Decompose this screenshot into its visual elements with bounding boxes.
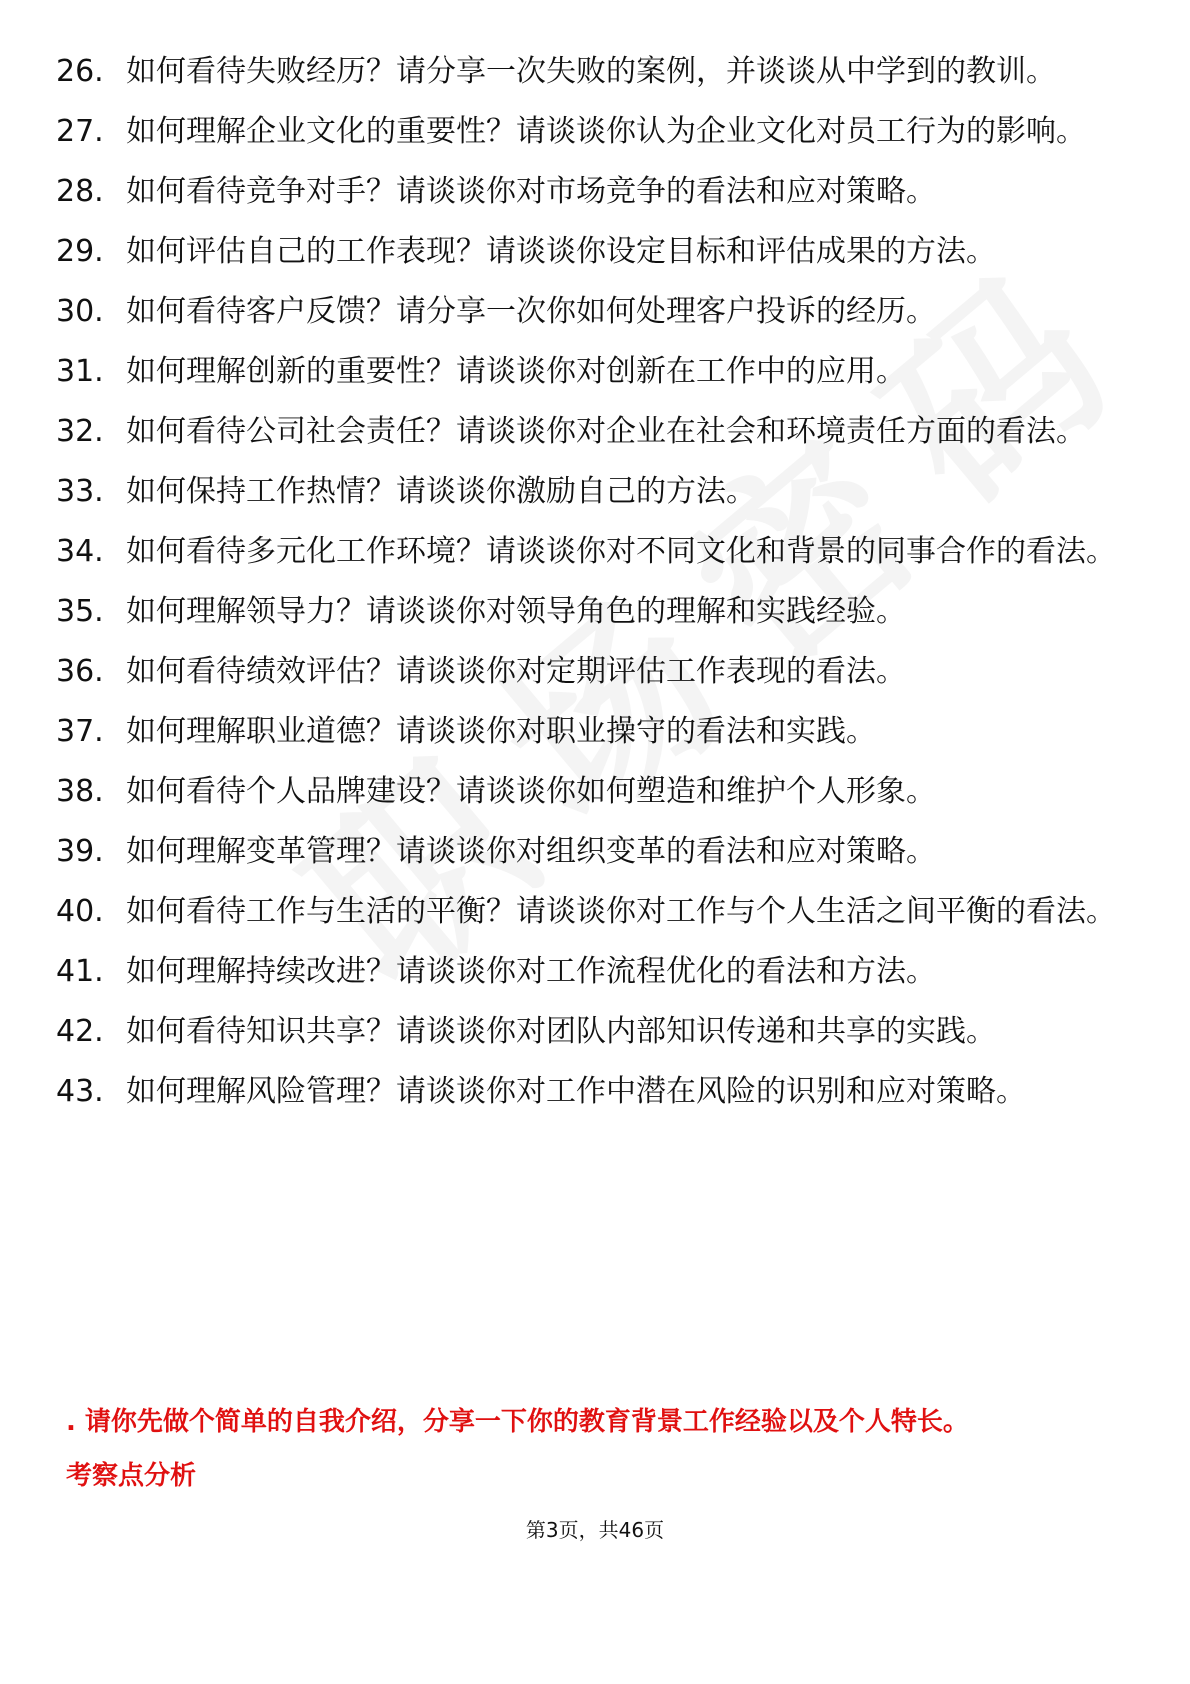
item-number: 35.: [56, 594, 104, 629]
list-item: [56, 712, 1116, 752]
item-text: 如何理解风险管理？请谈谈你对工作中潜在风险的识别和应对策略。: [126, 1074, 1026, 1109]
item-text: 如何看待公司社会责任？请谈谈你对企业在社会和环境责任方面的看法。: [126, 414, 1086, 449]
highlighted-question: . 请你先做个简单的自我介绍，分享一下你的教育背景工作经验以及个人特长。: [66, 1407, 969, 1437]
item-text: 如何理解企业文化的重要性？请谈谈你认为企业文化对员工行为的影响。: [126, 114, 1086, 149]
item-number: 32.: [56, 414, 104, 449]
list-item: [56, 472, 1116, 512]
list-item: [56, 772, 1116, 812]
list-item: [56, 892, 1116, 932]
list-item: [56, 952, 1116, 992]
item-number: 28.: [56, 174, 104, 209]
list-item: [56, 352, 1116, 392]
item-number: 34.: [56, 534, 104, 569]
list-item: [56, 532, 1116, 572]
item-number: 38.: [56, 774, 104, 809]
item-number: 37.: [56, 714, 104, 749]
item-text: 如何看待失败经历？请分享一次失败的案例，并谈谈从中学到的教训。: [126, 54, 1056, 89]
item-number: 41.: [56, 954, 104, 989]
item-text: 如何看待客户反馈？请分享一次你如何处理客户投诉的经历。: [126, 294, 936, 329]
item-number: 31.: [56, 354, 104, 389]
item-text: 如何看待绩效评估？请谈谈你对定期评估工作表现的看法。: [126, 654, 906, 689]
list-item: [56, 652, 1116, 692]
item-number: 33.: [56, 474, 104, 509]
list-item: [56, 232, 1116, 272]
item-text: 如何理解职业道德？请谈谈你对职业操守的看法和实践。: [126, 714, 876, 749]
question-list: [56, 52, 1116, 1132]
list-item: [56, 1072, 1116, 1112]
list-item: [56, 1012, 1116, 1052]
list-item: [56, 172, 1116, 212]
list-item: [56, 412, 1116, 452]
item-number: 26.: [56, 54, 104, 89]
item-text: 如何看待个人品牌建设？请谈谈你如何塑造和维护个人形象。: [126, 774, 936, 809]
item-text: 如何看待竞争对手？请谈谈你对市场竞争的看法和应对策略。: [126, 174, 936, 209]
item-text: 如何看待工作与生活的平衡？请谈谈你对工作与个人生活之间平衡的看法。: [126, 894, 1116, 929]
item-text: 如何理解创新的重要性？请谈谈你对创新在工作中的应用。: [126, 354, 906, 389]
item-number: 42.: [56, 1014, 104, 1049]
list-item: [56, 52, 1116, 92]
list-item: [56, 292, 1116, 332]
item-number: 40.: [56, 894, 104, 929]
list-item: [56, 112, 1116, 152]
list-item: [56, 592, 1116, 632]
page-number-footer: 第3页，共46页: [525, 1518, 665, 1542]
item-number: 36.: [56, 654, 104, 689]
item-text: 如何理解变革管理？请谈谈你对组织变革的看法和应对策略。: [126, 834, 936, 869]
item-text: 如何理解持续改进？请谈谈你对工作流程优化的看法和方法。: [126, 954, 936, 989]
item-text: 如何看待多元化工作环境？请谈谈你对不同文化和背景的同事合作的看法。: [126, 534, 1116, 569]
item-number: 39.: [56, 834, 104, 869]
item-number: 27.: [56, 114, 104, 149]
item-number: 29.: [56, 234, 104, 269]
section-heading: 考察点分析: [66, 1461, 197, 1491]
item-text: 如何理解领导力？请谈谈你对领导角色的理解和实践经验。: [126, 594, 906, 629]
item-text: 如何看待知识共享？请谈谈你对团队内部知识传递和共享的实践。: [126, 1014, 996, 1049]
item-number: 43.: [56, 1074, 104, 1109]
item-text: 如何评估自己的工作表现？请谈谈你设定目标和评估成果的方法。: [126, 234, 996, 269]
item-text: 如何保持工作热情？请谈谈你激励自己的方法。: [126, 474, 756, 509]
list-item: [56, 832, 1116, 872]
item-number: 30.: [56, 294, 104, 329]
